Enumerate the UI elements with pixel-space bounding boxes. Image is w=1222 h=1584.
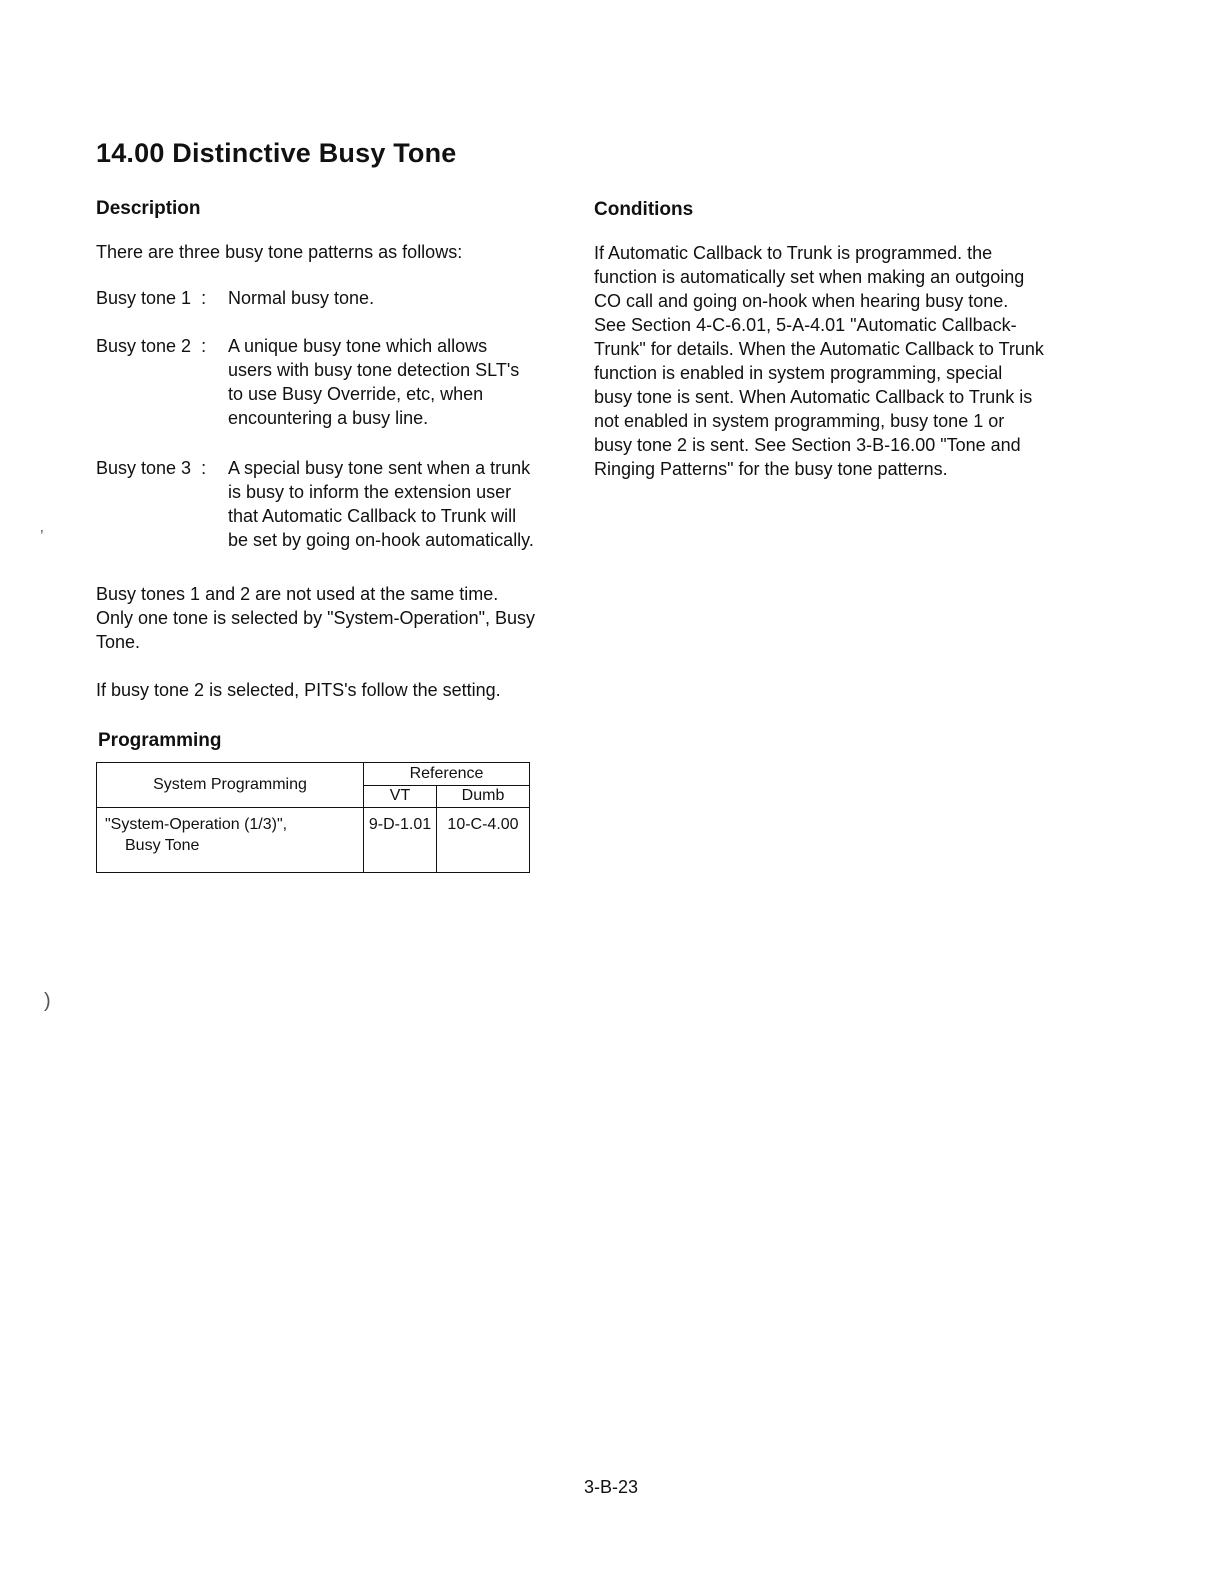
- table-header-system-programming: System Programming: [97, 763, 364, 808]
- right-column: [594, 197, 1044, 481]
- busy-tone-2-row: [96, 334, 536, 430]
- programming-heading: Programming: [98, 730, 222, 751]
- busy-tone-1-label: Busy tone 1 :: [96, 288, 207, 308]
- table-header-dumb: Dumb: [437, 785, 530, 808]
- conditions-heading: Conditions: [594, 199, 694, 220]
- scan-mark: ’: [40, 528, 44, 545]
- programming-table: [96, 762, 530, 873]
- left-column: [96, 196, 536, 873]
- busy-tone-3-label: Busy tone 3 :: [96, 458, 207, 478]
- busy-tones-note: Busy tones 1 and 2 are not used at the same time. Only one tone is selected by "System-Operation", Busy Tone.: [96, 584, 535, 652]
- page-number: 3-B-23: [583, 1477, 639, 1497]
- description-intro: There are three busy tone patterns as follows:: [96, 242, 463, 262]
- scan-mark: ): [44, 990, 51, 1012]
- table-cell-dumb: 10-C-4.00: [437, 808, 530, 873]
- busy-tone-1-row: [96, 286, 536, 310]
- table-cell-vt: 9-D-1.01: [364, 808, 437, 873]
- table-header-vt: VT: [364, 785, 437, 808]
- description-heading: Description: [96, 198, 201, 219]
- busy-tone-2-text: A unique busy tone which allows users with busy tone detection SLT's to use Busy Override, etc, when encountering a busy line.: [228, 336, 520, 428]
- busy-tone-1-text: Normal busy tone.: [228, 288, 375, 308]
- table-row: [97, 808, 530, 873]
- busy-tone-3-row: [96, 456, 536, 552]
- busy-tone-2-label: Busy tone 2 :: [96, 336, 207, 356]
- conditions-text: If Automatic Callback to Trunk is programmed. the function is automatically set when making an outgoing CO call and going on-hook when hearing busy tone. See Section 4-C-6.01, 5-A-4.01 "Automatic Callback-Trunk" for details. When the Automatic Callback to Trunk function is enabled in system programming, special busy tone is sent. When Automatic Callback to Trunk is not enabled in system programming, busy tone 1 or busy tone 2 is sent. See Section 3-B-16.00 "Tone and Ringing Patterns" for the busy tone patterns.: [594, 243, 1044, 479]
- table-cell-system-line2: Busy Tone: [125, 837, 200, 854]
- table-cell-system: [97, 808, 364, 873]
- table-header-reference: Reference: [364, 763, 530, 786]
- busy-tone-2-note: If busy tone 2 is selected, PITS's follow the setting.: [96, 680, 501, 700]
- busy-tone-3-text: A special busy tone sent when a trunk is busy to inform the extension user that Automatic Callback to Trunk will be set by going on-hook automatically.: [228, 458, 534, 550]
- page-title: 14.00 Distinctive Busy Tone: [96, 138, 457, 168]
- table-cell-system-line1: "System-Operation (1/3)",: [105, 816, 288, 833]
